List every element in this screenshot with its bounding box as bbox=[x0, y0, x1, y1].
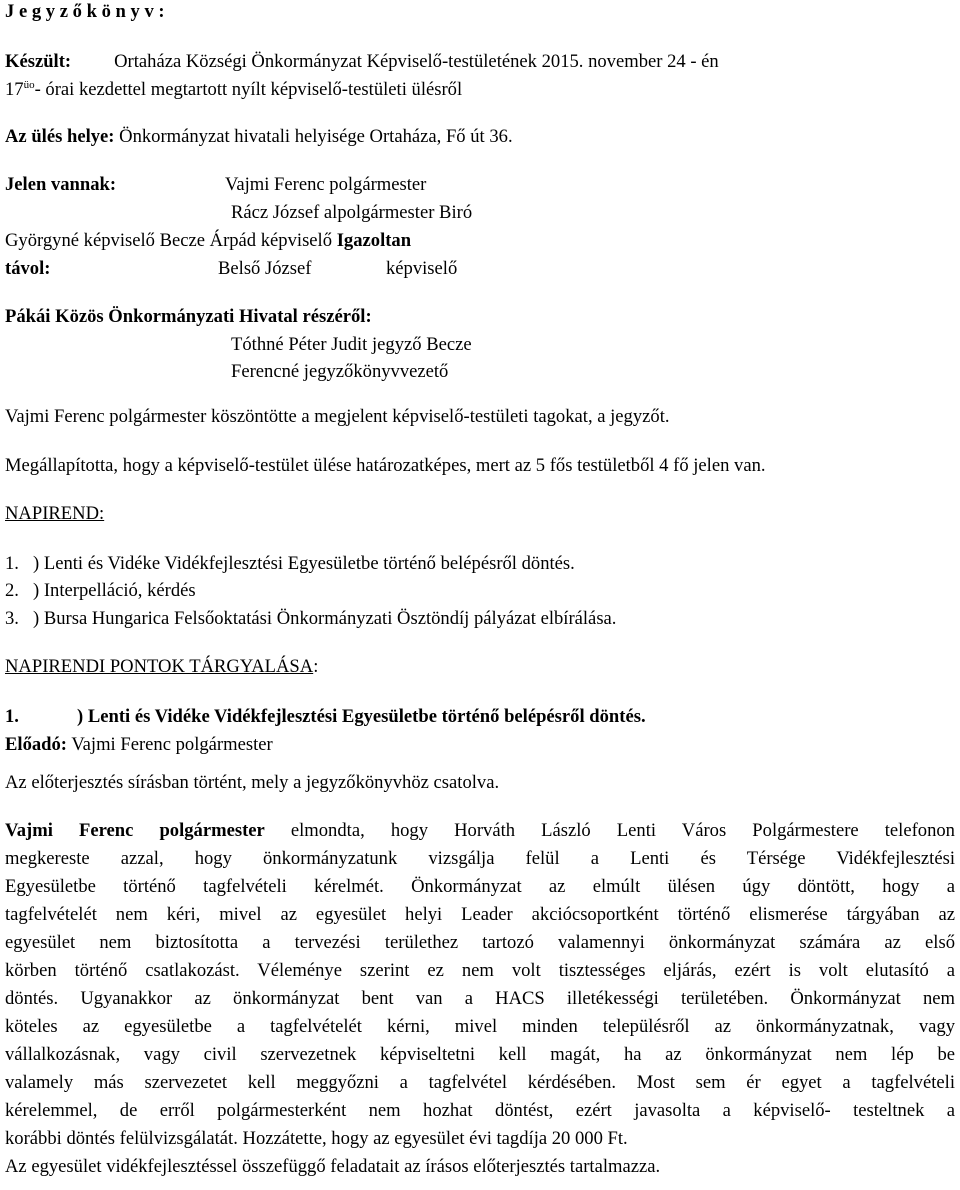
body-line: egyesület nem biztosította a tervezési területhez tartozó valamennyi önkormányzat számára az első bbox=[5, 932, 955, 953]
body-line: vállalkozásnak, vagy civil szervezetnek képviseltetni kell magát, ha az önkormányzat nem lép be bbox=[5, 1044, 955, 1065]
body-line: döntés. Ugyanakkor az önkormányzat bent van a HACS illetékességi területében. Önkormányzat nem bbox=[5, 988, 955, 1009]
napirend-item-text: ) Interpelláció, kérdés bbox=[33, 580, 196, 601]
targyalas-item-1 bbox=[5, 708, 646, 727]
body-last-line: korábbi döntés felülvizsgálatát. Hozzátette, hogy az egyesület évi tagdíja 20 000 Ft. bbox=[5, 1128, 628, 1149]
keszult-line-2 bbox=[5, 80, 462, 100]
napirend-item-2 bbox=[5, 582, 196, 601]
body-line: kérelemmel, de erről polgármesterként nem hozhat döntést, ezért javasolta a képviselő- testeltnek a bbox=[5, 1100, 955, 1121]
hivatal-line-2: Ferencné jegyzőkönyvvezető bbox=[231, 361, 449, 382]
jelen-line-1: Vajmi Ferenc polgármester bbox=[225, 174, 427, 195]
jelen-label: Jelen vannak: bbox=[5, 174, 117, 195]
napirend-title: NAPIREND: bbox=[5, 503, 105, 524]
eloado-label: Előadó: bbox=[5, 734, 67, 755]
napirend-item-num: 3. bbox=[5, 608, 19, 629]
megallapitas-text: Megállapította, hogy a képviselő-testület ülése határozatképes, mert az 5 fős testületből 4 fő jelen van. bbox=[5, 455, 766, 476]
jelen-line-2: Rácz József alpolgármester Biró bbox=[231, 202, 473, 223]
keszult-line bbox=[5, 53, 719, 72]
body-line: körben történő csatlakozást. Véleménye szerint ez nem volt tisztességes eljárás, ezért is volt elutasító a bbox=[5, 960, 955, 981]
body-speaker: Vajmi Ferenc polgármester bbox=[5, 820, 265, 841]
targyalas-title-line bbox=[5, 658, 318, 677]
body-line: valamely más szervezetet kell meggyőzni a tagfelvétel kérdésében. Most sem ér egyet a tagfelvételi bbox=[5, 1072, 955, 1093]
eloado-value: Vajmi Ferenc polgármester bbox=[71, 734, 273, 755]
body-line: Egyesületbe történő tagfelvételi kérelmét. Önkormányzat az elmúlt ülésen úgy döntött, hogy a bbox=[5, 876, 955, 897]
keszult-text: Ortaháza Községi Önkormányzat Képviselő-testületének 2015. november 24 - én bbox=[114, 51, 719, 72]
body-line: köteles az egyesületbe a tagfelvételét kérni, mivel minden településről az önkormányzatnak, vagy bbox=[5, 1016, 955, 1037]
keszult-label: Készült: bbox=[5, 51, 72, 72]
jelen-line-3-text: Györgyné képviselő Becze Árpád képviselő bbox=[5, 230, 333, 251]
napirend-item-num: 1. bbox=[5, 553, 19, 574]
meeting-hour-sup: üo bbox=[23, 79, 35, 91]
body-line: tagfelvételét nem kéri, mivel az egyesület helyi Leader akciócsoportként történő elismerése tárgyában az bbox=[5, 904, 955, 925]
eloterjesztes-text: Az előterjesztés sírásban történt, mely a jegyzőkönyvhöz csatolva. bbox=[5, 772, 500, 793]
targyalas-item-title: ) Lenti és Vidéke Vidékfejlesztési Egyesületbe történő belépésről döntés. bbox=[77, 706, 646, 727]
targyalas-colon: : bbox=[313, 656, 319, 677]
tavol-label: távol: bbox=[5, 258, 51, 279]
napirend-item-text: ) Bursa Hungarica Felsőoktatási Önkormányzati Ösztöndíj pályázat elbírálása. bbox=[33, 608, 617, 629]
napirend-item-text: ) Lenti és Vidéke Vidékfejlesztési Egyesületbe történő belépésről döntés. bbox=[33, 553, 575, 574]
jelen-line bbox=[5, 176, 426, 195]
jelen-line-3 bbox=[5, 232, 411, 251]
igazoltan-label: Igazoltan bbox=[336, 230, 412, 251]
body-line-1 bbox=[5, 822, 955, 841]
meeting-hour: 17 bbox=[5, 79, 24, 100]
ules-helye-value: Önkormányzat hivatali helyisége Ortaháza, Fő út 36. bbox=[119, 126, 513, 147]
body-line: megkereste azzal, hogy önkormányzatunk vizsgálja felül a Lenti és Térsége Vidékfejlesztési bbox=[5, 848, 955, 869]
ules-helye-label: Az ülés helye: bbox=[5, 126, 115, 147]
body-line: elmondta, hogy Horváth László Lenti Város Polgármestere telefonon bbox=[290, 820, 955, 841]
hivatal-line-1: Tóthné Péter Judit jegyző Becze bbox=[231, 334, 472, 355]
targyalas-title: NAPIRENDI PONTOK TÁRGYALÁSA bbox=[5, 656, 314, 677]
koszontes-text: Vajmi Ferenc polgármester köszöntötte a megjelent képviselő-testületi tagokat, a jegyzőt. bbox=[5, 406, 670, 427]
tavol-name: Belső József bbox=[218, 258, 312, 279]
napirend-item-1 bbox=[5, 555, 575, 574]
tavol-line bbox=[5, 260, 457, 279]
ules-helye-line bbox=[5, 128, 513, 147]
napirend-item-num: 2. bbox=[5, 580, 19, 601]
eloado-line bbox=[5, 736, 273, 755]
napirend-item-3 bbox=[5, 610, 616, 629]
hivatal-label: Pákái Közös Önkormányzati Hivatal részéről: bbox=[5, 306, 372, 327]
keszult-text-2: - órai kezdettel megtartott nyílt képviselő-testületi ülésről bbox=[34, 79, 463, 100]
tavol-role: képviselő bbox=[386, 258, 458, 279]
body-final-line: Az egyesület vidékfejlesztéssel összefüggő feladatait az írásos előterjesztés tartalmazza. bbox=[5, 1156, 661, 1177]
targyalas-item-num: 1. bbox=[5, 706, 19, 727]
document-heading: J e g y z ő k ö n y v : bbox=[5, 1, 165, 22]
